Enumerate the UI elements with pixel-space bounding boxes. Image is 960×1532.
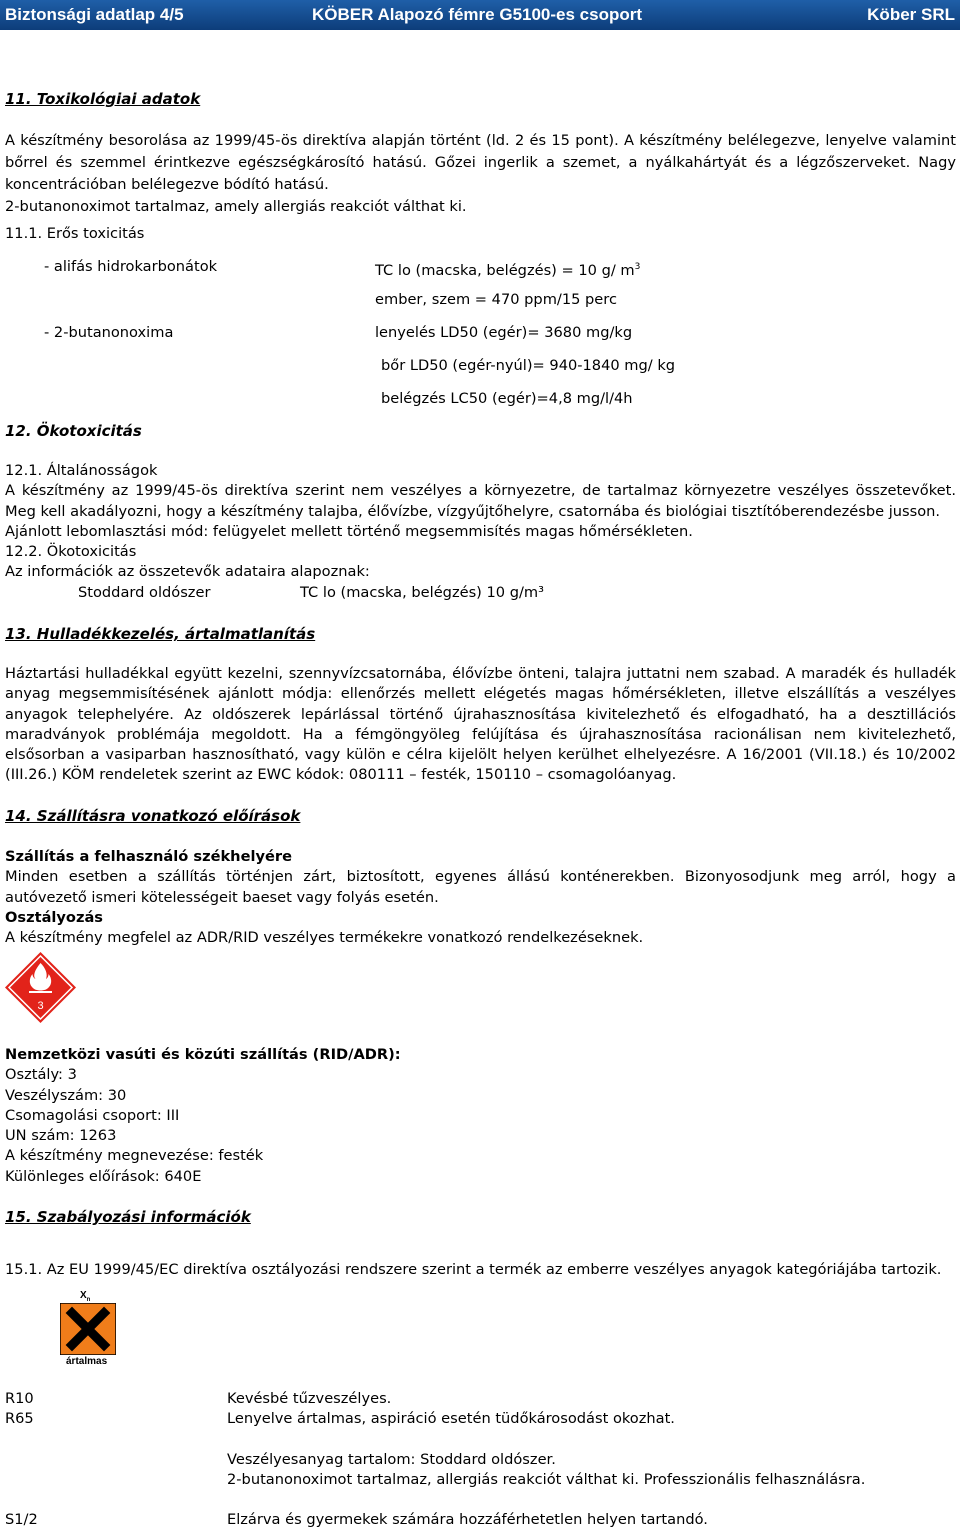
xn-caption: ártalmas (66, 1356, 108, 1367)
section-11-title: 11. Toxikológiai adatok (5, 90, 201, 108)
section-15-title: 15. Szabályozási információk (5, 1208, 251, 1226)
allergy-text: 2-butanonoximot tartalmaz, allergiás reakciót válthat ki. Professzionális felhasználásra. (227, 1471, 866, 1488)
page-header (0, 0, 960, 30)
section-11-intro-p1: A készítmény besorolása az 1999/45-ös direktíva alapján történt (ld. 2 és 15 pont). A készítmény belélegezve, lenyelve valamint bőrrel és szemmel érintkezve egészségkárosító hatású. Gőzei ingerlik a szemet, a nyálkahártyát és a légzőszerveket. Nagy koncentrációban belélegezve bódító hatású. (5, 132, 956, 193)
section-14-title: 14. Szállításra vonatkozó előírások (5, 807, 301, 825)
phrase-code-r10: R10 (5, 1390, 34, 1407)
rid-line-packing-group: Csomagolási csoport: III (5, 1106, 180, 1124)
rid-title: Nemzetközi vasúti és közúti szállítás (RID/ADR): (5, 1046, 401, 1063)
section-13-title: 13. Hulladékkezelés, ártalmatlanítás (5, 625, 316, 643)
hazard-class-number: 3 (37, 1000, 44, 1012)
harmful-cross-icon (60, 1303, 116, 1355)
section-14-block (5, 847, 956, 948)
rid-line-class: Osztály: 3 (5, 1066, 77, 1084)
section-12-2-title: 12.2. Ökotoxicitás (5, 543, 137, 561)
header-right: Köber SRL (867, 5, 955, 24)
rid-line-name: A készítmény megnevezése: festék (5, 1147, 264, 1165)
tox-row-5-right: belégzés LC50 (egér)=4,8 mg/l/4h (381, 390, 633, 407)
section-13-text: Háztartási hulladékkal együtt kezelni, szennyvízcsatornába, élővízbe önteni, talajra juttatni nem szabad. A maradék és hulladék anyag megsemmisítésének ajánlott módja: ellenőrzés mellett elégetés magas hőmérsékleten, illetve elszállítás a veszélyes anyagok telephelyére. Az oldószerek lepárlással történő újrahasznosítása kivitelezhető és elfogadható, ha a desztillációs maradványok problémája megoldott. Ha a fémgöngyöleg felújítása és újrahasznosítása racionálisan nem kivitelezhető, elsősorban a vasiparban hasznosítható, vagy külön e célra kijelölt helyen kerülhet elhelyezésre. A 16/2001 (VII.18.) és 10/2002 (III.26.) KÖM rendeletek szerint az EWC kódok: 080111 – festék, 150110 – csomagolóanyag. (5, 665, 956, 784)
tox-row-1-left: - alifás hidrokarbonátok (44, 258, 218, 275)
phrase-text-r65: Lenyelve ártalmas, aspiráció esetén tüdőkárosodást okozhat. (227, 1410, 675, 1427)
section-14-sub-2: Osztályozás (5, 908, 103, 926)
section-12-text-1: A készítmény az 1999/45-ös direktíva szerint nem veszélyes a környezetre, de tartalmaz környezetre veszélyes összetevőket. Meg kell akadályozni, hogy a készítmény talajba, élővízbe, vízgyűjtőhelyre, csatornába és biológiai tisztítóberendezésbe jusson. (5, 482, 956, 520)
stoddard-value: TC lo (macska, belégzés) 10 g/m³ (300, 584, 544, 601)
rid-line-un-number: UN szám: 1263 (5, 1127, 117, 1145)
section-11-1-title: 11.1. Erős toxicitás (5, 225, 145, 242)
section-15-text: 15.1. Az EU 1999/45/EC direktíva osztályozási rendszere szerint a termék az emberre veszélyes anyagok kategóriájába tartozik. (5, 1261, 942, 1278)
tox-row-1-right: TC lo (macska, belégzés) = 10 g/ $m^3$ (375, 261, 641, 279)
section-14-text-1: Minden esetben a szállítás történjen zárt, biztosított, egyenes állású konténerekben. Bizonyosodjunk meg arról, hogy a autóvezető ismeri kötelességeit baeset vagy folyás esetén. (5, 868, 956, 906)
phrase-text-s1-2: Elzárva és gyermekek számára hozzáférhetetlen helyen tartandó. (227, 1511, 708, 1528)
tox-row-3-left: - 2-butanonoxima (44, 324, 174, 341)
section-11-intro-p2: 2-butanonoximot tartalmaz, amely allergiás reakciót válthat ki. (5, 198, 467, 215)
section-14-sub-1: Szállítás a felhasználó székhelyére (5, 848, 292, 865)
xn-label: $X_n$ (80, 1290, 91, 1303)
rid-line-hazard-number: Veszélyszám: 30 (5, 1086, 127, 1104)
phrase-code-s1-2: S1/2 (5, 1511, 38, 1528)
flammable-liquid-label-icon (4, 951, 77, 1024)
tox-row-4-right: bőr LD50 (egér-nyúl)= 940-1840 mg/ kg (381, 357, 676, 374)
section-12-title: 12. Ökotoxicitás (5, 422, 142, 440)
tox-row-3-right: lenyelés LD50 (egér)= 3680 mg/kg (375, 324, 633, 341)
rid-block (5, 1045, 956, 1187)
stoddard-label: Stoddard oldószer (78, 584, 211, 601)
section-12-block (5, 461, 956, 583)
tox-row-2-right: ember, szem = 470 ppm/15 perc (375, 291, 617, 308)
rid-line-special: Különleges előírások: 640E (5, 1167, 202, 1185)
header-left: Biztonsági adatlap 4/5 (5, 5, 184, 24)
section-12-1-title: 12.1. Általánosságok (5, 462, 158, 479)
phrase-text-r10: Kevésbé tűzveszélyes. (227, 1390, 392, 1407)
section-14-text-2: A készítmény megfelel az ADR/RID veszélyes termékekre vonatkozó rendelkezéseknek. (5, 929, 644, 947)
header-center: KÖBER Alapozó fémre G5100-es csoport (312, 5, 643, 24)
section-12-text-2: Ajánlott lebomlasztási mód: felügyelet mellett történő megsemmisítés magas hőmérsékleten. (5, 522, 693, 540)
section-12-2-text: Az információk az összetevők adataira alapoznak: (5, 563, 370, 581)
section-11-intro (5, 130, 956, 218)
hazardous-content-text: Veszélyesanyag tartalom: Stoddard oldószer. (227, 1451, 556, 1468)
phrase-code-r65: R65 (5, 1410, 34, 1427)
